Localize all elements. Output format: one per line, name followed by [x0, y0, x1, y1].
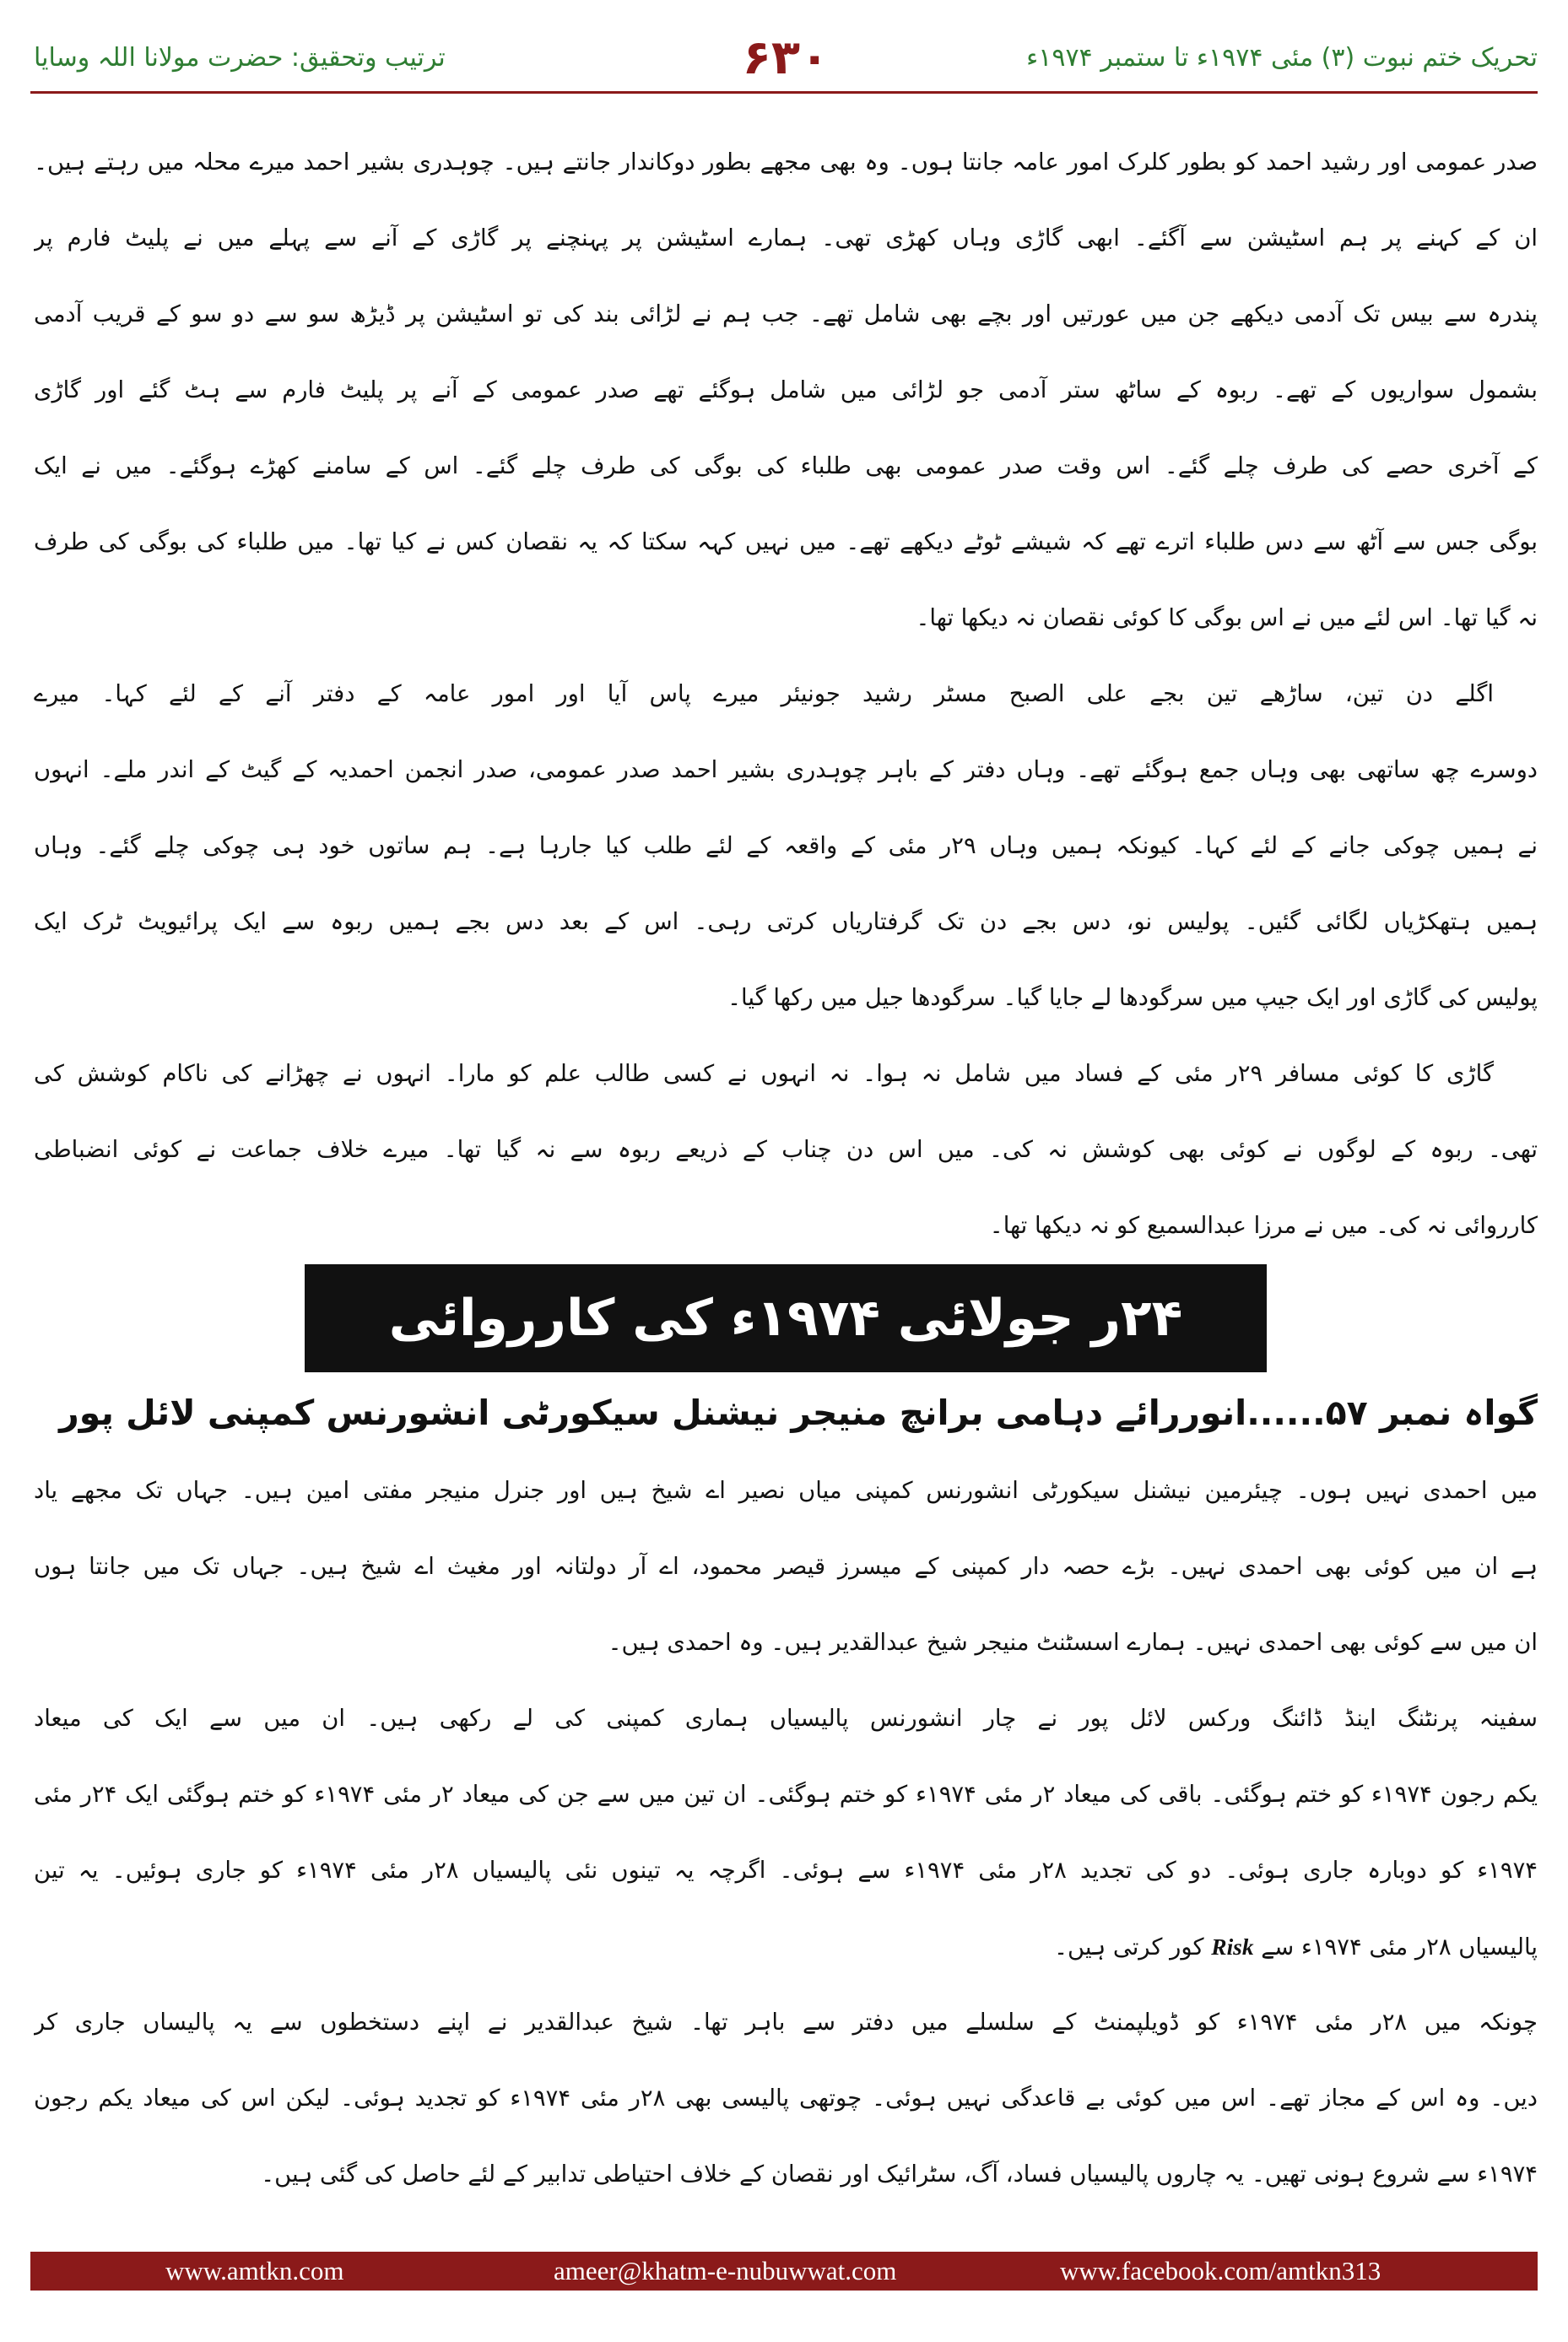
paragraph-line: بشمول سواریوں کے تھے۔ ربوہ کے ساٹھ ستر آدمی جو لڑائی میں شامل ہوگئے تھے صدر عمومی کے آنے پر پلیٹ فارم سے ہٹ گئے اور گاڑی — [34, 377, 1538, 403]
paragraph-line: ۱۹۷۴ء کو دوبارہ جاری ہوئی۔ دو کی تجدید ۲۸ر مئی ۱۹۷۴ء سے ہوئی۔ اگرچہ یہ تینوں نئی پالیسیاں ۲۸ر مئی ۱۹۷۴ء کو جاری ہوئیں۔ یہ تین — [34, 1858, 1538, 1884]
paragraph-line: پندرہ سے بیس تک آدمی دیکھے جن میں عورتیں اور بچے بھی شامل تھے۔ جب ہم نے لڑائی بند کی تو اسٹیشن پر ڈیڑھ سو سے دو سو کے قریب آدمی — [34, 301, 1538, 327]
footer-website: www.amtkn.com — [165, 2256, 344, 2285]
page-number: ۶۳۰ — [742, 30, 830, 85]
paragraph-line: نے ہمیں چوکی جانے کے لئے کہا۔ کیونکہ ہمیں وہاں ۲۹ر مئی کے واقعہ کے لئے طلب کیا جارہا ہے۔ ہم ساتوں خود ہی چوکی چلے گئے۔ وہاں — [34, 833, 1538, 859]
paragraph-line: ہے ان میں کوئی بھی احمدی نہیں۔ بڑے حصہ دار کمپنی کے میسرز قیصر محمود، اے آر دولتانہ اور مغیث اے شیخ ہیں۔ جہاں تک میں جانتا ہوں — [34, 1554, 1538, 1580]
page-header — [34, 32, 1538, 84]
english-term: Risk — [1211, 1934, 1254, 1960]
paragraph-line: ان کے کہنے پر ہم اسٹیشن سے آگئے۔ ابھی گاڑی وہاں کھڑی تھی۔ ہمارے اسٹیشن پر پہنچنے پر گاڑی کے آنے سے پہلے میں نے پلیٹ فارم پر — [34, 225, 1538, 252]
paragraph-line: کارروائی نہ کی۔ میں نے مرزا عبدالسمیع کو نہ دیکھا تھا۔ — [989, 1213, 1538, 1239]
paragraph-line: دیں۔ وہ اس کے مجاز تھے۔ اس میں کوئی بے قاعدگی نہیں ہوئی۔ چوتھی پالیسی بھی ۲۸ر مئی ۱۹۷۴ء کو تجدید ہوئی۔ لیکن اس کی میعاد یکم رجون — [34, 2085, 1538, 2112]
paragraph-line: ہمیں ہتھکڑیاں لگائی گئیں۔ پولیس نو، دس بجے دن تک گرفتاریاں کرتی رہی۔ اس کے بعد دس بجے ہمیں ربوہ سے ایک پرائیویٹ ٹرک ایک — [34, 909, 1538, 935]
paragraph-line: صدر عمومی اور رشید احمد کو بطور کلرک امور عامہ جانتا ہوں۔ وہ بھی مجھے بطور دوکاندار جانتے ہیں۔ چوہدری بشیر احمد میرے محلہ میں رہتے ہیں۔ — [34, 149, 1538, 176]
footer-facebook: www.facebook.com/amtkn313 — [1060, 2256, 1381, 2285]
paragraph-2 — [34, 657, 1538, 1036]
section-heading-box — [305, 1264, 1267, 1372]
paragraph-1 — [34, 125, 1538, 657]
page-footer — [30, 2252, 1538, 2291]
book-title: تحریک ختم نبوت (۳) مئی ۱۹۷۴ء تا ستمبر ۱۹۷۴ء — [1026, 43, 1538, 73]
line-text: کور کرتی ہیں۔ — [1053, 1934, 1212, 1961]
paragraph-line: سفینہ پرنٹنگ اینڈ ڈائنگ ورکس لائل پور نے چار انشورنس پالیسیاں ہماری کمپنی کی لے رکھی ہیں۔ ان میں سے ایک کی میعاد — [34, 1706, 1538, 1732]
page-body — [34, 125, 1538, 2213]
footer-email: ameer@khatm-e-nubuwwat.com — [554, 2256, 897, 2285]
paragraph-line: ۱۹۷۴ء سے شروع ہونی تھیں۔ یہ چاروں پالیسیاں فساد، آگ، سٹرائیک اور نقصان کے خلاف احتیاطی تدابیر کے لئے حاصل کی گئی ہیں۔ — [261, 2161, 1538, 2188]
paragraph-line: بوگی جس سے آٹھ سے دس طلباء اترے تھے کہ شیشے ٹوٹے دیکھے تھے۔ میں نہیں کہہ سکتا کہ یہ نقصان کس نے کیا تھا۔ میں طلباء کی بوگی کی طرف — [34, 529, 1538, 555]
header-rule — [30, 91, 1538, 94]
paragraph-line: چونکہ میں ۲۸ر مئی ۱۹۷۴ء کو ڈویلپمنٹ کے سلسلے میں دفتر سے باہر تھا۔ شیخ عبدالقدیر نے اپنے دستخطوں سے یہ پالیساں جاری کر — [34, 2009, 1538, 2036]
paragraph-line: دوسرے چھ ساتھی بھی وہاں جمع ہوگئے تھے۔ وہاں دفتر کے باہر چوہدری بشیر احمد صدر عمومی، صدر انجمن احمدیہ کے گیٹ کے اندر ملے۔ انہوں — [34, 757, 1538, 783]
paragraph-line: میں احمدی نہیں ہوں۔ چیئرمین نیشنل سیکورٹی انشورنس کمپنی میاں نصیر اے شیخ ہیں اور جنرل منیجر مفتی امین ہیں۔ جہاں تک مجھے یاد — [34, 1478, 1538, 1504]
paragraph-5 — [34, 1681, 1538, 1985]
paragraph-line: پولیس کی گاڑی اور ایک جیپ میں سرگودھا لے جایا گیا۔ سرگودھا جیل میں رکھا گیا۔ — [727, 985, 1538, 1011]
paragraph-line: یکم رجون ۱۹۷۴ء کو ختم ہوگئی۔ باقی کی میعاد ۲ر مئی ۱۹۷۴ء کو ختم ہوگئی۔ ان تین میں سے جن کی میعاد ۲ر مئی ۱۹۷۴ء کو ختم ہوگئی ایک ۲۴ر مئی — [34, 1782, 1538, 1808]
paragraph-line: نہ گیا تھا۔ اس لئے میں نے اس بوگی کا کوئی نقصان نہ دیکھا تھا۔ — [916, 605, 1538, 631]
witness-heading: گواہ نمبر ۵۷......انوررائے دہامی برانچ منیجر نیشنل سیکورٹی انشورنس کمپنی لائل پور — [59, 1393, 1538, 1433]
paragraph-line — [34, 1909, 1538, 1985]
section-heading: ۲۴ر جولائی ۱۹۷۴ء کی کارروائی — [388, 1289, 1183, 1348]
paragraph-line: تھی۔ ربوہ کے لوگوں نے کوئی بھی کوشش نہ کی۔ میں اس دن چناب کے ذریعے ربوہ سے نہ گیا تھا۔ میرے خلاف جماعت نے کوئی انضباطی — [34, 1137, 1538, 1163]
paragraph-line: اگلے دن تین، ساڑھے تین بجے علی الصبح مسٹر رشید جونیئر میرے پاس آیا اور امور عامہ کے دفتر آنے کے لئے کہا۔ میرے — [34, 681, 1494, 707]
paragraph-6 — [34, 1985, 1538, 2213]
paragraph-line: ان میں سے کوئی بھی احمدی نہیں۔ ہمارے اسسٹنٹ منیجر شیخ عبدالقدیر ہیں۔ وہ احمدی ہیں۔ — [608, 1630, 1538, 1656]
line-text: پالیسیاں ۲۸ر مئی ۱۹۷۴ء سے — [1253, 1934, 1538, 1961]
paragraph-4 — [34, 1453, 1538, 1681]
compiler-credit: ترتیب وتحقیق: حضرت مولانا اللہ وسایا — [34, 43, 446, 73]
paragraph-line: گاڑی کا کوئی مسافر ۲۹ر مئی کے فساد میں شامل نہ ہوا۔ نہ انہوں نے کسی طالب علم کو مارا۔ انہوں نے چھڑانے کی ناکام کوشش کی — [34, 1061, 1494, 1087]
paragraph-3 — [34, 1036, 1538, 1264]
paragraph-line: کے آخری حصے کی طرف چلے گئے۔ اس وقت صدر عمومی بھی طلباء کی بوگی کی طرف چلے گئے۔ اس کے سامنے کھڑے ہوگئے۔ میں نے ایک — [34, 453, 1538, 479]
